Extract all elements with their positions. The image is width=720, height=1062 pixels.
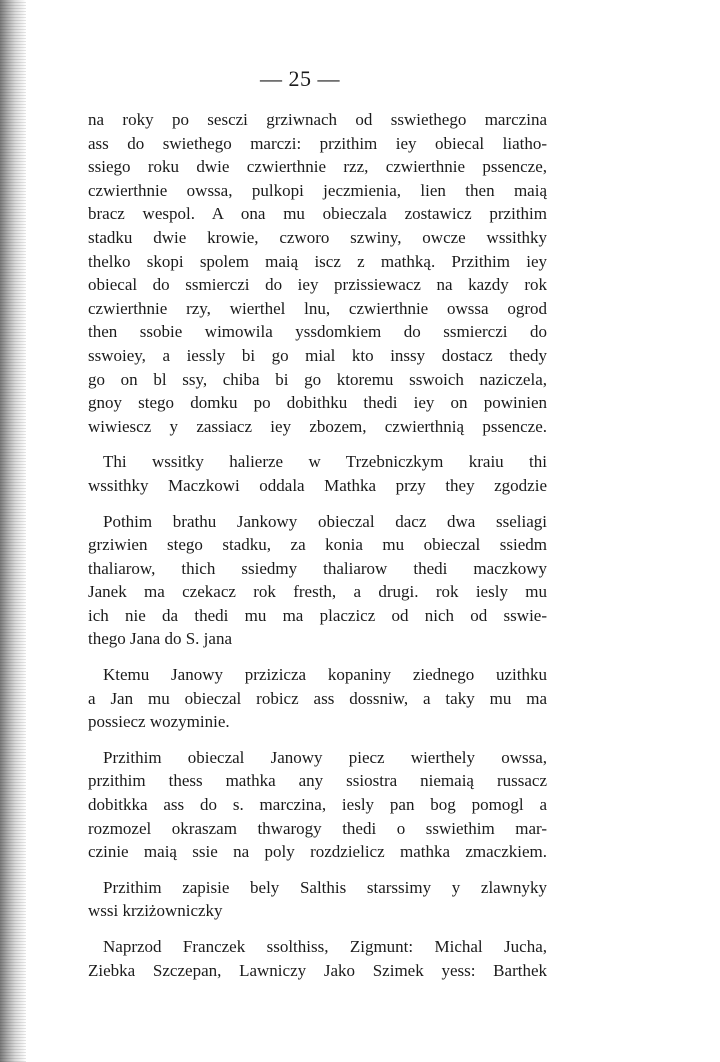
paragraph-7 — [88, 935, 547, 982]
text-line: possiecz wozyminie. — [88, 712, 230, 732]
scan-binding-edge — [0, 0, 26, 1062]
text-line: thego Jana do S. jana — [88, 629, 232, 649]
text-line: czinie maią ssie na poly rozdzielicz mathka zmaczkiem. — [88, 842, 547, 862]
text-line: czwierthnie rzy, wierthel lnu, czwierthnie owssa ogrod — [88, 298, 547, 318]
text-line: rozmozel okraszam thwarogy thedi o sswiethim mar- — [88, 818, 547, 838]
text-line: Pothim brathu Jankowy obieczal dacz dwa sseliagi — [103, 511, 547, 531]
text-line: ass do swiethego marczi: przithim iey obiecal liatho- — [88, 133, 547, 153]
text-line: gnoy stego domku po dobithku thedi iey on powinien — [88, 393, 547, 413]
text-line: a Jan mu obieczal robicz ass dossniw, a taky mu ma — [88, 688, 547, 708]
text-line: Ziebka Szczepan, Lawniczy Jako Szimek yess: Barthek — [88, 960, 547, 980]
text-line: wssithky Maczkowi oddala Mathka przy they zgodzie — [88, 475, 547, 495]
paragraph-2 — [88, 450, 547, 497]
text-line: Thi wssitky halierze w Trzebniczkym kraiu thi — [103, 452, 547, 472]
text-line: Ktemu Janowy przizicza kopaniny ziednego uzithku — [103, 665, 547, 685]
text-line: thelko skopi spolem maią iscz z mathką. Przithim iey — [88, 251, 547, 271]
text-line: sswoiey, a iessly bi go mial kto inssy dostacz thedy — [88, 345, 547, 365]
text-line: bracz wespol. A ona mu obieczala zostawicz przithim — [88, 204, 547, 224]
text-line: dobitkka ass do s. marczina, iesly pan bog pomogl a — [88, 795, 547, 815]
paragraph-3 — [88, 510, 547, 652]
text-line: czwierthnie owssa, pulkopi jeczmienia, lien then maią — [88, 180, 547, 200]
page-text — [88, 108, 547, 994]
paragraph-4 — [88, 663, 547, 734]
text-line: grziwien stego stadku, za konia mu obieczal ssiedm — [88, 535, 547, 555]
text-line: wssi krziżowniczky — [88, 901, 223, 921]
paragraph-1 — [88, 108, 547, 438]
text-line: Naprzod Franczek ssolthiss, Zigmunt: Michal Jucha, — [103, 937, 547, 956]
text-line: wiwiescz y zassiacz iey zbozem, czwierthnią pssencze. — [88, 416, 547, 436]
text-line: obiecal do ssmierczi do iey przissiewacz na kazdy rok — [88, 275, 547, 295]
text-line: ich nie da thedi mu ma placzicz od nich od sswie- — [88, 605, 547, 625]
paragraph-5 — [88, 746, 547, 864]
page-number: — 25 — — [260, 66, 340, 91]
text-line: thaliarow, thich ssiedmy thaliarow thedi maczkowy — [88, 558, 547, 578]
paragraph-6 — [88, 876, 547, 923]
text-line: Janek ma czekacz rok fresth, a drugi. rok iesly mu — [88, 582, 547, 602]
text-line: then ssobie wimowila yssdomkiem do ssmierczi do — [88, 322, 547, 342]
text-line: na roky po sesczi grziwnach od sswiethego marczina — [88, 110, 547, 129]
text-line: Przithim zapisie bely Salthis starssimy y zlawnyky — [103, 877, 547, 897]
text-line: ssiego roku dwie czwierthnie rzz, czwierthnie pssencze, — [88, 157, 547, 177]
text-line: go on bl ssy, chiba bi go ktoremu sswoich naziczela, — [88, 369, 547, 389]
text-line: Przithim obieczal Janowy piecz wierthely owssa, — [103, 747, 547, 767]
text-line: przithim thess mathka any ssiostra niemaią russacz — [88, 771, 547, 791]
text-line: stadku dwie krowie, czworo szwiny, owcze wssithky — [88, 227, 547, 247]
